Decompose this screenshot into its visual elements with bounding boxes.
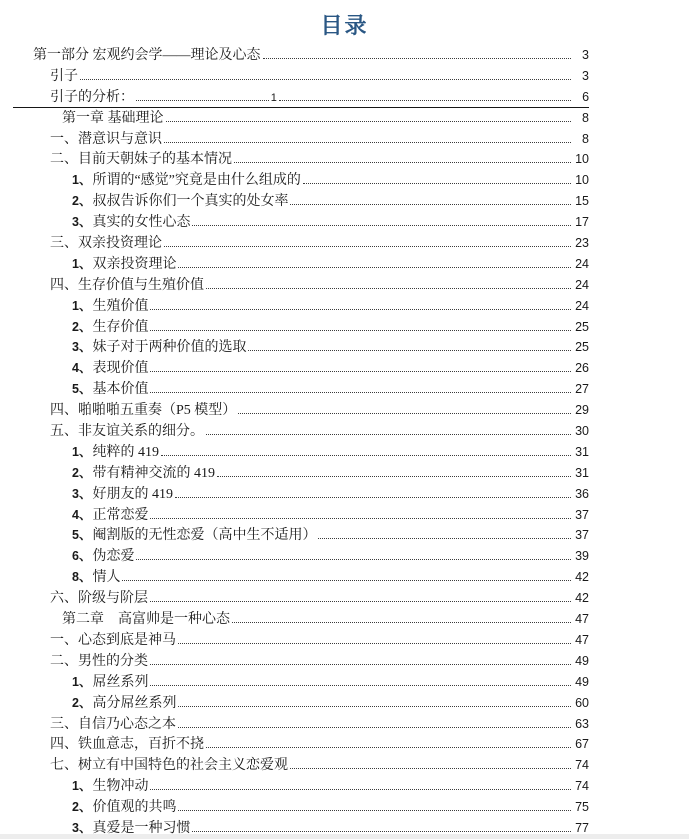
toc-entry-text: 情人 [92, 570, 121, 586]
page-number: 67 [575, 737, 589, 752]
toc-entry-text: 六、阶级与阶层 [50, 591, 148, 607]
toc-entry-text: 叔叔告诉你们一个真实的处女率 [92, 194, 289, 210]
page-number: 49 [575, 653, 589, 668]
toc-entry[interactable] [0, 693, 689, 714]
toc-title: 目录 [320, 13, 369, 38]
toc-entry-text: 四、铁血意志，百折不挠 [50, 737, 204, 753]
dot-leader [238, 413, 571, 414]
dot-leader [122, 580, 571, 581]
toc-entry[interactable] [0, 296, 689, 317]
toc-entry[interactable] [0, 149, 689, 170]
toc-entry-text: 引子的分析： [50, 89, 134, 105]
toc-entry-num: 2、 [72, 319, 92, 334]
toc-entry-num: 8、 [72, 570, 92, 585]
dot-leader [150, 601, 571, 602]
toc-entry-text: 高分屌丝系列 [92, 695, 177, 711]
toc-entry[interactable] [0, 776, 689, 797]
toc-entry-num: 2、 [72, 194, 92, 209]
toc-entry[interactable] [0, 588, 689, 609]
toc-entry-num: 5、 [72, 528, 92, 543]
toc-entry[interactable] [0, 463, 689, 484]
toc-entry-text: 生物冲动 [92, 779, 149, 795]
dot-leader [150, 518, 571, 519]
toc-entry-text: 表现价值 [92, 361, 149, 377]
toc-entry-num: 1、 [72, 444, 92, 459]
toc-entry[interactable] [0, 45, 689, 66]
toc-entry[interactable] [0, 254, 689, 275]
page-number: 27 [575, 382, 589, 397]
dot-leader [150, 789, 571, 790]
page-number: 75 [575, 800, 589, 815]
toc-entry-num: 3、 [72, 340, 92, 355]
toc-entry-num: 3、 [72, 215, 92, 230]
toc-entry[interactable] [0, 505, 689, 526]
page-number: 74 [575, 779, 589, 794]
page-number: 6 [582, 89, 590, 104]
page-number: 42 [575, 591, 589, 606]
dot-leader [136, 559, 571, 560]
dot-leader [166, 121, 572, 122]
toc-entry-num: 1、 [72, 298, 92, 313]
toc-entry[interactable] [0, 191, 689, 212]
toc-entry-text: 真实的女性心态 [92, 215, 191, 231]
dot-leader [248, 350, 571, 351]
toc-entry[interactable] [0, 672, 689, 693]
toc-entry[interactable] [0, 337, 689, 358]
toc-entry-text: 双亲投资理论 [92, 256, 177, 272]
page-number: 25 [575, 340, 589, 355]
dot-leader [217, 476, 571, 477]
dot-leader [232, 622, 571, 623]
page-number: 74 [575, 758, 589, 773]
toc-entry-text: 正常恋爱 [92, 507, 149, 523]
page-number: 37 [575, 528, 589, 543]
dot-leader [178, 267, 571, 268]
toc-entry-num: 1、 [72, 256, 92, 271]
toc-entry[interactable] [0, 484, 689, 505]
page-number: 8 [582, 131, 589, 146]
toc-entry-text: 三、双亲投资理论 [50, 236, 162, 252]
toc-entry[interactable] [0, 567, 689, 588]
toc-entry-text: 好朋友的 419 [92, 486, 173, 502]
toc-entry[interactable] [0, 714, 689, 735]
toc-entry[interactable] [0, 797, 689, 818]
dot-leader [150, 664, 571, 665]
page-number: 47 [575, 632, 589, 647]
page-number: 36 [575, 486, 589, 501]
toc-entry[interactable] [0, 630, 689, 651]
page-number: 10 [575, 173, 589, 188]
page-number: 17 [575, 215, 589, 230]
dot-leader [206, 288, 571, 289]
page-number: 63 [575, 716, 589, 731]
dot-leader [318, 538, 571, 539]
toc-entry-num: 1、 [72, 173, 92, 188]
toc-entry-text: 七、树立有中国特色的社会主义恋爱观 [50, 758, 288, 774]
toc-entry-num: 1、 [72, 779, 92, 794]
page-number: 3 [582, 48, 589, 62]
toc-entry[interactable] [0, 87, 689, 108]
toc-entry-text: 真爱是一种习惯 [92, 820, 191, 836]
toc-entry-num: 3、 [72, 486, 92, 501]
page-number: 8 [582, 110, 589, 125]
toc-entry-num: 4、 [72, 361, 92, 376]
dot-leader [290, 768, 571, 769]
toc-entry[interactable] [0, 421, 689, 442]
toc-entry[interactable] [0, 818, 689, 839]
dot-leader [178, 706, 571, 707]
toc-entry[interactable] [0, 546, 689, 567]
page-number: 24 [575, 256, 589, 271]
page-number: 60 [575, 695, 589, 710]
toc-entry-text: 一、潜意识与意识 [50, 131, 162, 147]
page-number: 47 [575, 612, 589, 627]
page-number: 23 [575, 236, 589, 251]
dot-leader [290, 204, 571, 205]
dot-leader [192, 831, 571, 832]
dot-leader [263, 58, 572, 59]
dot-leader [178, 643, 571, 644]
dot-leader-2 [279, 100, 571, 101]
document-page [0, 11, 689, 839]
toc-entry-text: 第一章 基础理论 [62, 110, 164, 126]
toc-entry-num: 2、 [72, 695, 92, 710]
toc-entry-text: 妹子对于两种价值的选取 [92, 340, 247, 356]
page-number: 3 [582, 68, 589, 83]
page-number: 25 [575, 319, 589, 334]
toc-entry[interactable] [0, 379, 689, 400]
dot-leader [161, 455, 571, 456]
dot-leader [164, 246, 571, 247]
toc-entry-num: 2、 [72, 465, 92, 480]
dot-leader [150, 309, 571, 310]
toc-entry-text: 基本价值 [92, 382, 149, 398]
toc-entry[interactable] [0, 651, 689, 672]
toc-list [0, 45, 689, 839]
dot-leader [178, 727, 571, 728]
toc-entry-text: 屌丝系列 [92, 674, 149, 690]
toc-entry[interactable] [0, 66, 689, 87]
mid-ref-mark: 1 [270, 91, 277, 104]
toc-entry[interactable] [0, 734, 689, 755]
page-number: 42 [575, 570, 589, 585]
toc-entry[interactable] [0, 442, 689, 463]
page-number: 39 [575, 549, 589, 564]
toc-entry-text: 三、自信乃心态之本 [50, 716, 176, 732]
page-number: 31 [575, 444, 589, 459]
dot-leader [80, 79, 571, 80]
toc-entry[interactable] [0, 525, 689, 546]
dot-leader [150, 685, 571, 686]
dot-leader [206, 434, 571, 435]
toc-entry-text: 伪恋爱 [92, 549, 135, 565]
dot-leader [192, 225, 571, 226]
toc-entry[interactable] [0, 212, 689, 233]
toc-entry[interactable] [0, 609, 689, 630]
toc-entry[interactable] [0, 755, 689, 776]
toc-entry[interactable] [0, 129, 689, 150]
page-number: 29 [575, 403, 589, 418]
toc-entry-text: 所谓的“感觉”究竟是由什么组成的 [92, 173, 301, 189]
page-number: 77 [575, 820, 589, 835]
page-number: 10 [575, 152, 589, 167]
toc-entry-text: 阉割版的无性恋爱（高中生不适用） [92, 528, 317, 544]
dot-leader [150, 371, 571, 372]
dot-leader [206, 747, 571, 748]
toc-entry[interactable] [0, 358, 689, 379]
toc-entry-text: 纯粹的 419 [92, 444, 159, 460]
toc-entry-num: 3、 [72, 820, 92, 835]
toc-entry[interactable] [0, 400, 689, 421]
page-number: 30 [575, 424, 589, 439]
toc-entry-text: 第一部分 宏观约会学——理论及心态 [33, 48, 261, 63]
toc-entry[interactable] [0, 170, 689, 191]
toc-entry[interactable] [0, 233, 689, 254]
toc-entry[interactable] [0, 108, 689, 129]
dot-leader [303, 183, 571, 184]
page-number: 37 [575, 507, 589, 522]
toc-entry-text: 带有精神交流的 419 [92, 465, 215, 481]
page-number: 26 [575, 361, 589, 376]
toc-entry-num: 5、 [72, 382, 92, 397]
toc-entry-text: 引子 [50, 68, 78, 84]
dot-leader [164, 142, 571, 143]
toc-entry[interactable] [0, 317, 689, 338]
dot-leader [150, 392, 571, 393]
toc-entry-num: 2、 [72, 800, 92, 815]
page-number: 24 [575, 298, 589, 313]
toc-entry-text: 生存价值 [92, 319, 149, 335]
toc-entry-num: 4、 [72, 507, 92, 522]
page-number: 24 [575, 277, 589, 292]
dot-leader [136, 100, 269, 101]
toc-entry-text: 二、男性的分类 [50, 653, 148, 669]
page-number: 31 [575, 465, 589, 480]
toc-entry-text: 二、目前天朝妹子的基本情况 [50, 152, 232, 168]
toc-entry-text: 一、心态到底是神马 [50, 632, 176, 648]
dot-leader [234, 162, 571, 163]
toc-entry-num: 6、 [72, 549, 92, 564]
toc-entry-text: 价值观的共鸣 [92, 800, 177, 816]
toc-entry-text: 五、非友谊关系的细分。 [50, 424, 204, 440]
toc-entry[interactable] [0, 275, 689, 296]
page-number: 15 [575, 194, 589, 209]
page-number: 49 [575, 674, 589, 689]
toc-entry-num: 1、 [72, 674, 92, 689]
dot-leader [150, 330, 571, 331]
dot-leader [175, 497, 571, 498]
toc-entry-text: 四、生存价值与生殖价值 [50, 277, 204, 293]
toc-entry-text: 第二章 高富帅是一种心态 [62, 612, 230, 628]
toc-entry-text: 四、啪啪啪五重奏（P5 模型） [50, 403, 237, 419]
dot-leader [178, 810, 571, 811]
toc-entry-text: 生殖价值 [92, 298, 149, 314]
